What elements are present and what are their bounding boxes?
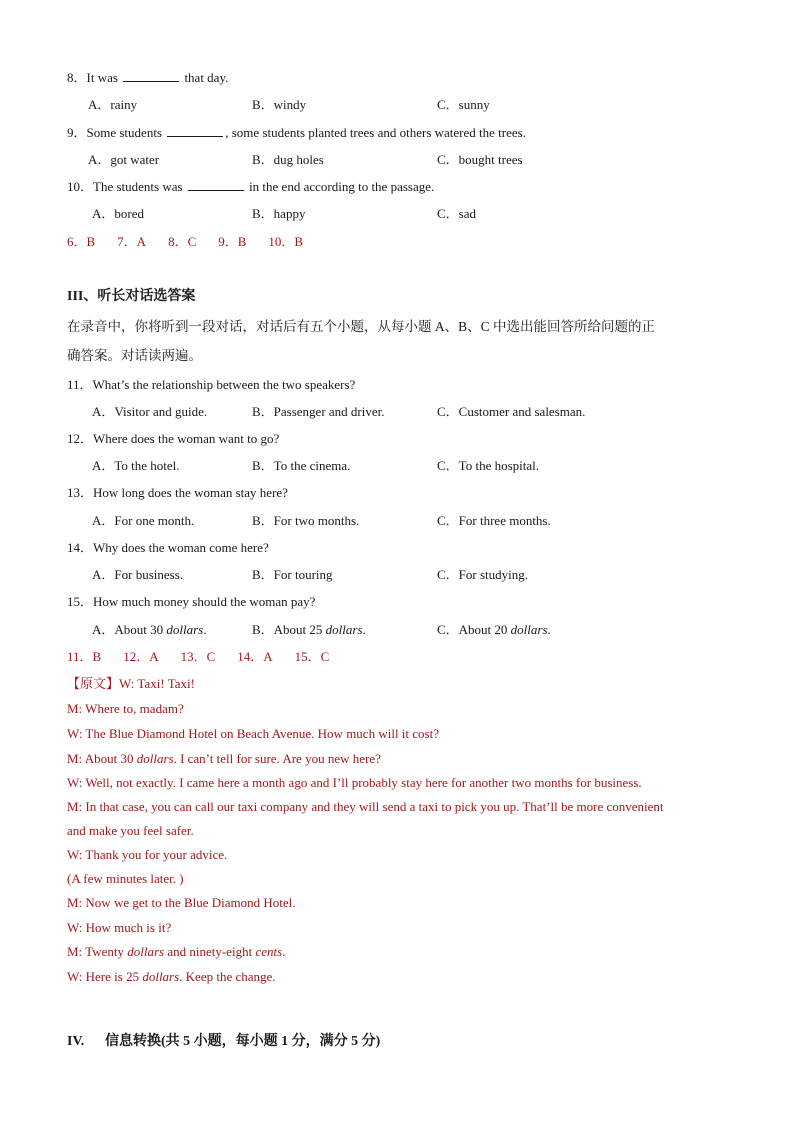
option-b: B．windy xyxy=(252,97,307,112)
question-13: 13．How long does the woman stay here? xyxy=(67,485,288,500)
option-c: C．bought trees xyxy=(437,152,523,167)
question-8 xyxy=(67,69,228,87)
option-a: A．For business. xyxy=(92,567,184,582)
dialogue-text: M: About 30 xyxy=(67,751,137,766)
option-c: C．sunny xyxy=(437,97,490,112)
answer-item: 15．C xyxy=(294,649,330,664)
option-a: A．got water xyxy=(88,152,160,167)
section-heading-3: III、听长对话选答案 xyxy=(67,289,196,304)
option-a: A．bored xyxy=(92,206,144,221)
dialogue-text: . I can’t tell for sure. Are you new here? xyxy=(173,751,381,766)
section-instructions: 确答案。对话读两遍。 xyxy=(67,348,202,363)
answer-item: 14．A xyxy=(237,649,273,664)
section-title: 信息转换(共 5 小题，每小题 1 分，满分 5 分) xyxy=(105,1034,381,1049)
question-text: It was xyxy=(86,70,118,85)
dialogue-text: and ninety-eight xyxy=(164,944,256,959)
option-a: A．rainy xyxy=(88,97,138,112)
answer-blank xyxy=(188,178,244,191)
transcript-line-6: M: In that case, you can call our taxi company and they will send a taxi to pick you up. That’ll be more convenient xyxy=(67,799,664,814)
option-text: . xyxy=(362,622,366,637)
option-text: . xyxy=(547,622,551,637)
dialogue-emphasis: dollars xyxy=(127,944,165,959)
question-number: 9． xyxy=(67,125,87,140)
option-c xyxy=(437,621,551,639)
transcript-line-11 xyxy=(67,943,285,961)
answer-item: 7．A xyxy=(117,234,147,249)
transcript-line-6-cont: and make you feel safer. xyxy=(67,823,194,838)
section-heading-4 xyxy=(67,1033,380,1051)
transcript-tag: 【原文】 xyxy=(67,676,120,691)
section-number: IV. xyxy=(67,1034,85,1049)
option-unit: dollars xyxy=(510,622,548,637)
transcript-line-4 xyxy=(67,750,381,768)
transcript-line-12 xyxy=(67,968,276,986)
question-12: 12．Where does the woman want to go? xyxy=(67,431,280,446)
transcript-line-1 xyxy=(67,675,195,693)
option-text: A．About 30 xyxy=(92,622,167,637)
option-text: . xyxy=(203,622,207,637)
answer-blank xyxy=(167,124,223,137)
question-text: that day. xyxy=(184,70,229,85)
dialogue-emphasis: dollars xyxy=(142,969,180,984)
question-text: in the end according to the passage. xyxy=(249,179,435,194)
option-b: B．happy xyxy=(252,206,306,221)
answer-item: 13．C xyxy=(180,649,216,664)
dialogue-emphasis: dollars xyxy=(136,751,174,766)
option-c: C．For three months. xyxy=(437,513,551,528)
answer-key-11-15 xyxy=(67,648,351,666)
answer-item: 8．C xyxy=(168,234,197,249)
transcript-line-10: W: How much is it? xyxy=(67,920,172,935)
option-b xyxy=(252,621,366,639)
answer-item: 12．A xyxy=(123,649,159,664)
dialogue-text: W: Here is 25 xyxy=(67,969,143,984)
option-unit: dollars xyxy=(166,622,204,637)
question-14: 14．Why does the woman come here? xyxy=(67,540,269,555)
transcript-line-7: W: Thank you for your advice. xyxy=(67,847,228,862)
option-b: B．Passenger and driver. xyxy=(252,404,385,419)
dialogue-text: . Keep the change. xyxy=(179,969,276,984)
answer-item: 11．B xyxy=(67,649,102,664)
option-a: A．For one month. xyxy=(92,513,195,528)
question-10 xyxy=(67,178,434,196)
question-text: The students was xyxy=(93,179,183,194)
transcript-line-8: (A few minutes later. ) xyxy=(67,871,184,886)
dialogue-text: M: Twenty xyxy=(67,944,128,959)
option-a: A．To the hotel. xyxy=(92,458,180,473)
dialogue-text: W: Taxi! Taxi! xyxy=(119,676,195,691)
dialogue-emphasis: cents xyxy=(255,944,283,959)
option-b: B．dug holes xyxy=(252,152,324,167)
question-15: 15．How much money should the woman pay? xyxy=(67,594,316,609)
option-b: B．For two months. xyxy=(252,513,360,528)
answer-item: 9．B xyxy=(218,234,247,249)
transcript-line-5: W: Well, not exactly. I came here a month ago and I’ll probably stay here for another two months for business. xyxy=(67,775,642,790)
option-text: B．About 25 xyxy=(252,622,326,637)
answer-blank xyxy=(123,69,179,82)
option-a: A．Visitor and guide. xyxy=(92,404,208,419)
option-b: B．To the cinema. xyxy=(252,458,351,473)
option-c: C．For studying. xyxy=(437,567,529,582)
option-c: C．To the hospital. xyxy=(437,458,540,473)
question-text: Some students xyxy=(86,125,162,140)
question-number: 10． xyxy=(67,179,94,194)
option-c: C．sad xyxy=(437,206,477,221)
option-unit: dollars xyxy=(325,622,363,637)
option-a xyxy=(92,621,206,639)
answer-item: 10．B xyxy=(268,234,304,249)
answer-key-6-10 xyxy=(67,233,325,251)
question-11: 11．What’s the relationship between the two speakers? xyxy=(67,377,356,392)
dialogue-text: . xyxy=(282,944,286,959)
question-number: 8． xyxy=(67,70,87,85)
option-c: C．Customer and salesman. xyxy=(437,404,586,419)
option-b: B．For touring xyxy=(252,567,333,582)
transcript-line-3: W: The Blue Diamond Hotel on Beach Avenue. How much will it cost? xyxy=(67,726,439,741)
question-text: , some students planted trees and others watered the trees. xyxy=(225,125,526,140)
transcript-line-2: M: Where to, madam? xyxy=(67,701,184,716)
answer-item: 6．B xyxy=(67,234,96,249)
option-text: C．About 20 xyxy=(437,622,511,637)
section-instructions: 在录音中，你将听到一段对话，对话后有五个小题，从每小题 A、B、C 中选出能回答所给问题的正 xyxy=(67,319,656,334)
question-9 xyxy=(67,124,526,142)
transcript-line-9: M: Now we get to the Blue Diamond Hotel. xyxy=(67,895,296,910)
